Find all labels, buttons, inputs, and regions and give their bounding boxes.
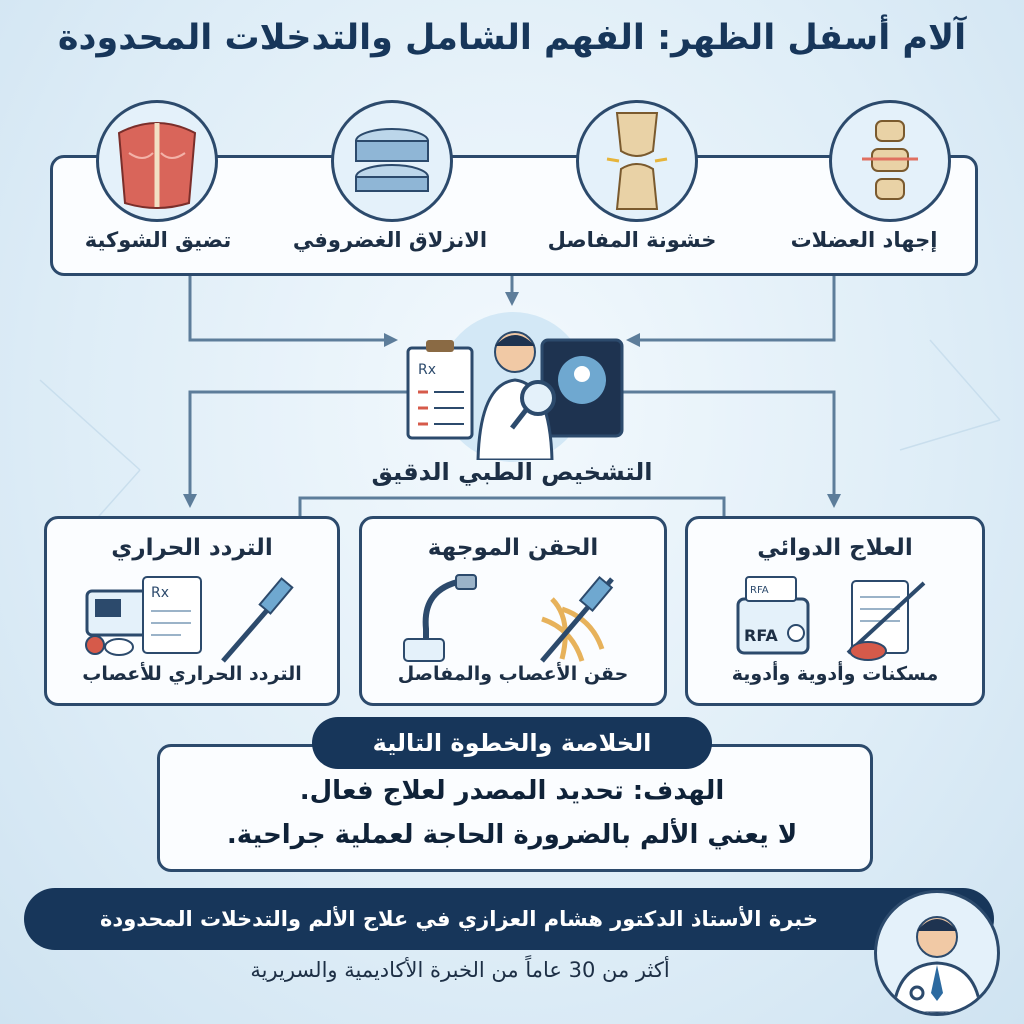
device-label: RFA [744,626,778,645]
treatment-box-injections [359,516,667,706]
doctor-avatar-icon [874,890,1000,1016]
cause-label-muscle-strain: إجهاد العضلات [790,228,938,252]
cause-label-osteoarthritis: خشونة المفاصل [547,228,717,252]
knee-joint-icon [576,100,698,222]
spine-vertebrae-icon [829,100,951,222]
summary-goal-line: الهدف: تحديد المصدر لعلاج فعال. [299,776,725,806]
expert-title: خبرة الأستاذ الدكتور هشام العزازي في علاج الألم والتدخلات المحدودة [100,907,818,931]
treatment-box-medication [685,516,985,706]
clipboard-rx-label: Rx [418,362,437,378]
device-screen-label: RFA [750,585,769,596]
treatment-subtitle-injections: حقن الأعصاب والمفاصل [397,663,629,685]
expert-subtitle: أكثر من 30 عاماً من الخبرة الأكاديمية والسريرية [250,958,670,982]
c-arm-injection-icon [402,569,632,665]
doctor-diagnosis-icon [400,310,630,460]
summary-title: الخلاصة والخطوة التالية [312,717,712,769]
treatment-title-injections: الحقن الموجهة [427,535,599,561]
summary-surgery-line: لا يعني الألم بالضرورة الحاجة لعملية جراحية. [226,820,798,850]
treatment-subtitle-medication: مسكنات وأدوية وأدوية [731,663,939,685]
page-title: آلام أسفل الظهر: الفهم الشامل والتدخلات المحدودة [57,18,967,58]
treatment-box-radiofrequency [44,516,340,706]
back-muscles-icon [96,100,218,222]
diagnosis-label: التشخيص الطبي الدقيق [371,458,653,486]
radiofrequency-rx-label: Rx [151,585,170,601]
treatment-title-medication: العلاج الدوائي [757,535,913,561]
radiofrequency-icon [83,571,303,665]
spinal-disc-icon [331,100,453,222]
cause-label-spinal-stenosis: تضيق الشوكية [84,228,232,252]
treatment-subtitle-radiofrequency: التردد الحراري للأعصاب [82,663,302,685]
treatment-title-radiofrequency: التردد الحراري [111,535,273,561]
medication-icon [728,573,948,663]
cause-label-herniated-disc: الانزلاق الغضروفي [292,228,488,252]
